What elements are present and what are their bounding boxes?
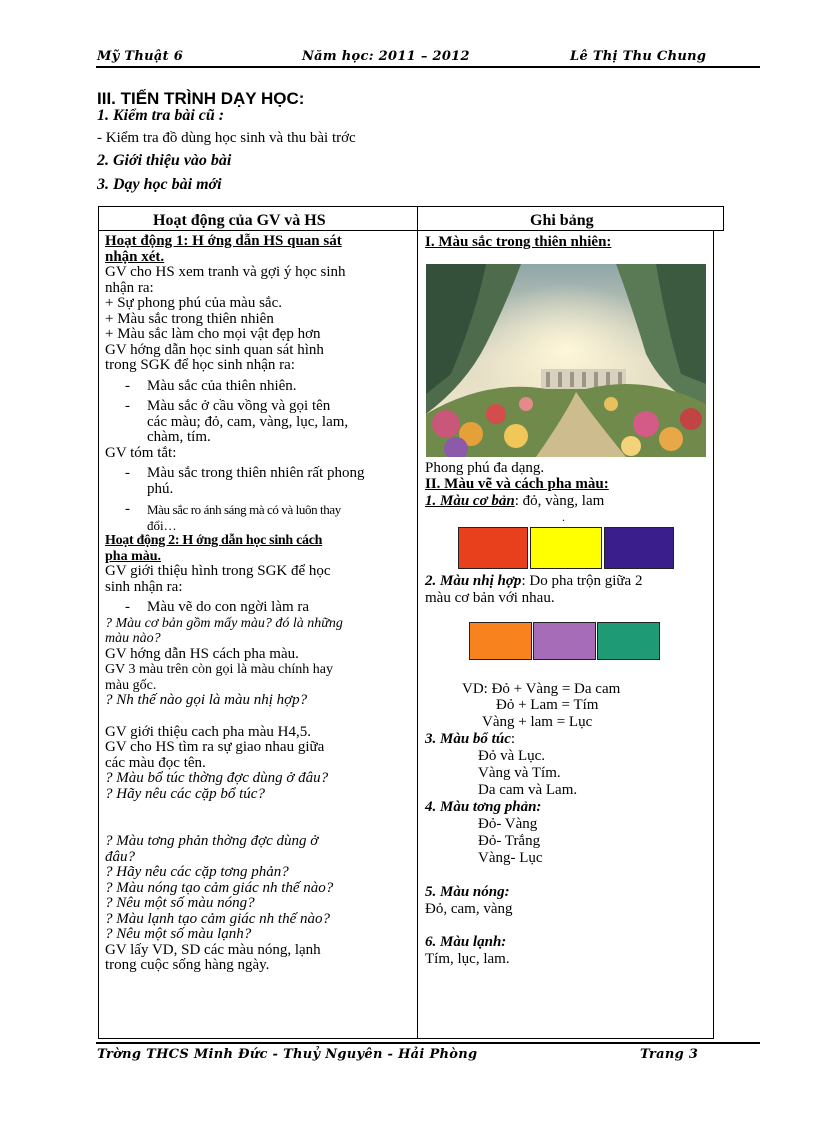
activity2-title-cont: pha màu. xyxy=(105,548,162,564)
cool-colors-label: 6. Màu lạnh: xyxy=(425,934,507,950)
garden-painting xyxy=(426,264,706,457)
contrast-pair: Vàng- Lục xyxy=(478,850,543,866)
question: ? Màu lạnh tạo cảm giác nh thế nào? xyxy=(105,910,330,927)
primary-colors-text: : đỏ, vàng, lam xyxy=(514,493,605,509)
activity1-title: Hoạt động 1: H ớng dẫn HS quan sát xyxy=(105,233,342,249)
footer-school: Trờng THCS Minh Đức - Thuỷ Nguyên - Hải Phòng xyxy=(97,1047,478,1062)
primary-colors-label: 1. Màu cơ bản xyxy=(425,493,515,509)
contrast-pair: Đỏ- Trắng xyxy=(478,833,541,849)
board-title-1: I. Màu sắc trong thiên nhiên: xyxy=(425,234,612,250)
bullet-dash: - xyxy=(125,501,130,517)
header-rule xyxy=(96,66,760,68)
swatch-yellow xyxy=(530,527,602,569)
table-left-border xyxy=(98,206,99,1039)
step1-title: 1. Kiểm tra bài cũ : xyxy=(97,107,225,124)
left-line: trong SGK để học sinh nhận ra: xyxy=(105,357,295,373)
left-line: GV giới thiệu cach pha màu H4,5. xyxy=(105,723,311,740)
dash-item-cont: đổi… xyxy=(147,517,177,533)
left-line: GV tóm tắt: xyxy=(105,444,177,461)
left-line: GV cho HS tìm ra sự giao nhau giữa xyxy=(105,739,325,755)
example-1: VD: Đỏ + Vàng = Da cam xyxy=(462,681,621,697)
left-line: GV cho HS xem tranh và gợi ý học sinh xyxy=(105,264,346,280)
dash-item: Màu sắc trong thiên nhiên rất phong xyxy=(147,465,365,481)
complementary-label: 3. Màu bổ túc xyxy=(425,731,511,747)
left-line: GV giới thiệu hình trong SGK để học xyxy=(105,563,331,579)
left-line: GV lấy VD, SD các màu nóng, lạnh xyxy=(105,941,321,958)
question: ? Hãy nêu các cặp tơng phản? xyxy=(105,864,289,880)
left-line: + Sự phong phú của màu sắc. xyxy=(105,295,282,311)
primary-colors-line xyxy=(425,493,604,510)
left-line: GV hớng dẫn HS cách pha màu. xyxy=(105,645,299,662)
left-line: + Màu sắc làm cho mọi vật đẹp hơn xyxy=(105,326,321,342)
step1-text: - Kiểm tra đồ dùng học sinh và thu bài trớc xyxy=(97,130,356,146)
left-column xyxy=(105,234,415,974)
swatch-violet xyxy=(533,622,596,660)
question: ? Màu tơng phản thờng đợc dùng ở xyxy=(105,833,319,849)
question-cont: đâu? xyxy=(105,848,135,865)
table-bottom-border xyxy=(98,1038,714,1039)
dash-item: Màu vẽ do con ngời làm ra xyxy=(147,599,310,615)
secondary-colors-line xyxy=(425,573,642,590)
dash-item-cont: các màu; đỏ, cam, vàng, lục, lam, xyxy=(147,413,349,430)
painting-caption: Phong phú đa dạng. xyxy=(425,460,545,476)
dot-mark: . xyxy=(562,510,565,524)
left-line: màu gốc. xyxy=(105,677,157,693)
bullet-dash: - xyxy=(125,398,130,414)
swatch-green xyxy=(597,622,660,660)
section-title: III. TIẾN TRÌNH DẠY HỌC: xyxy=(97,89,305,108)
header-year: Năm học: 2011 – 2012 xyxy=(302,49,470,64)
table-right-border-header xyxy=(723,206,724,231)
complementary-pair: Vàng và Tím. xyxy=(478,765,561,781)
dash-item-cont: chàm, tím. xyxy=(147,429,211,445)
header-teacher: Lê Thị Thu Chung xyxy=(570,49,707,64)
left-line: trong cuộc sống hàng ngày. xyxy=(105,957,270,973)
step3-title: 3. Dạy học bài mới xyxy=(97,176,222,193)
bullet-dash: - xyxy=(125,599,130,615)
left-line: GV hớng dẫn học sinh quan sát hình xyxy=(105,341,324,358)
contrast-pair: Đỏ- Vàng xyxy=(478,816,538,832)
warm-colors-label: 5. Màu nóng: xyxy=(425,884,510,900)
cool-colors-text: Tím, lục, lam. xyxy=(425,951,510,967)
activity2-title: Hoạt động 2: H ớng dẫn học sinh cách xyxy=(105,533,323,548)
dash-item: Màu sắc ở cầu vồng và gọi tên xyxy=(147,398,331,414)
swatch-blue xyxy=(604,527,674,569)
question: ? Hãy nêu các cặp bổ túc? xyxy=(105,785,265,802)
step2-title: 2. Giới thiệu vào bài xyxy=(97,152,232,169)
dash-item-cont: phú. xyxy=(147,480,174,497)
activity1-title-cont: nhận xét. xyxy=(105,248,165,265)
complementary-pair: Da cam và Lam. xyxy=(478,782,578,798)
question: ? Màu bổ túc thờng đợc dùng ở đâu? xyxy=(105,770,329,786)
question-cont: màu nào? xyxy=(105,631,161,646)
secondary-colors-label: 2. Màu nhị hợp xyxy=(425,573,522,589)
complementary-pair: Đỏ và Lục. xyxy=(478,748,546,764)
warm-colors-text: Đỏ, cam, vàng xyxy=(425,901,513,917)
left-line: GV 3 màu trên còn gọi là màu chính hay xyxy=(105,662,333,677)
board-title-2: II. Màu vẽ và cách pha màu: xyxy=(425,476,609,492)
header-subject: Mỹ Thuật 6 xyxy=(97,49,184,64)
question: ? Nêu một số màu lạnh? xyxy=(105,926,252,942)
complementary-colon: : xyxy=(510,731,516,747)
table-header-divider xyxy=(98,230,724,231)
footer-page: Trang 3 xyxy=(640,1047,699,1062)
secondary-colors-text: : Do pha trộn giữa 2 xyxy=(521,573,643,589)
question: ? Nh thế nào gọi là màu nhị hợp? xyxy=(105,692,308,708)
left-line: các màu đọc tên. xyxy=(105,754,206,771)
table-top-border xyxy=(98,206,724,207)
bullet-dash: - xyxy=(125,377,130,394)
complementary-line xyxy=(425,731,515,748)
left-line: sinh nhận ra: xyxy=(105,578,183,595)
footer-rule xyxy=(96,1042,760,1044)
swatch-orange xyxy=(469,622,532,660)
bullet-dash: - xyxy=(125,465,130,481)
swatch-red xyxy=(458,527,528,569)
table-right-border xyxy=(713,230,714,1039)
garden-painting-svg xyxy=(426,264,706,457)
example-2: Đỏ + Lam = Tím xyxy=(496,697,599,713)
left-line: nhận ra: xyxy=(105,279,154,296)
dash-item: Màu sắc của thiên nhiên. xyxy=(147,377,297,394)
dash-item: Màu sắc ro ánh sáng mà có và luôn thay xyxy=(147,502,341,517)
contrast-label: 4. Màu tơng phản: xyxy=(425,799,542,815)
col-header-board: Ghi bảng xyxy=(530,212,594,229)
question: ? Màu nóng tạo cảm giác nh thế nào? xyxy=(105,879,334,896)
example-3: Vàng + lam = Lục xyxy=(482,714,593,730)
col-header-activities: Hoạt động của GV và HS xyxy=(153,212,326,229)
table-middle-divider xyxy=(417,206,418,1039)
question: ? Màu cơ bản gồm mấy màu? đó là những xyxy=(105,615,343,631)
left-line: + Màu sắc trong thiên nhiên xyxy=(105,310,274,327)
question: ? Nêu một số màu nóng? xyxy=(105,895,255,911)
secondary-colors-text-cont: màu cơ bản với nhau. xyxy=(425,590,555,606)
